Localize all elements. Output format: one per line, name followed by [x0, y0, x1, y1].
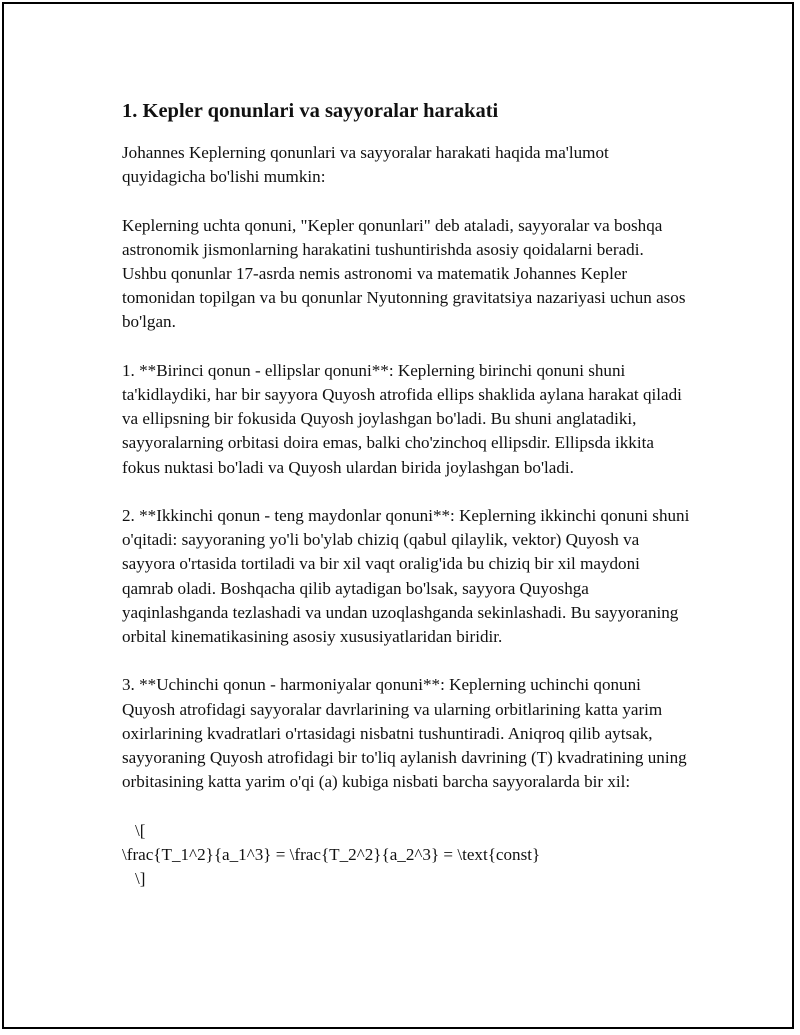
- third-law-paragraph: 3. **Uchinchi qonun - harmoniyalar qonuni**: Keplerning uchinchi qonuni Quyosh atrofidagi sayyoralar davrlarining va ularning orbitlarining katta yarim oxirlarining kvadratlari o'rtasidagi nisbatni tushuntiradi. Aniqroq qilib aytsak, sayyoraning Quyosh atrofidagi bir to'liq aylanish davrining (T) kvadratining uning orbitasining katta yarim o'qi (a) kubiga nisbati barcha sayyoralarda bir xil:: [122, 675, 687, 792]
- second-law-paragraph: 2. **Ikkinchi qonun - teng maydonlar qonuni**: Keplerning ikkinchi qonuni shuni o'qitadi: sayyoraning yo'li bo'ylab chiziq (qabul qilaylik, vektor) Quyosh va sayyora o'rtasida tortiladi va bir xil vaqt oralig'ida bu chiziq bir xil maydoni qamrab oladi. Boshqacha qilib aytadigan bo'lsak, sayyora Quyoshga yaqinlashganda tezlashadi va undan uzoqlashganda sekinlashadi. Bu sayyoraning orbital kinematikasining asosiy xususiyatlaridan biridir.: [122, 506, 690, 647]
- formula-open-bracket: \[: [135, 820, 146, 840]
- intro-paragraph: Johannes Keplerning qonunlari va sayyoralar harakati haqida ma'lumot quyidagicha bo'lishi mumkin:: [122, 143, 609, 187]
- page-frame: [2, 2, 794, 1029]
- kepler-third-law-formula: [122, 819, 702, 892]
- formula-expression: \frac{T_1^2}{a_1^3} = \frac{T_2^2}{a_2^3} = \text{const}: [122, 844, 541, 864]
- section-heading: 1. Kepler qonunlari va sayyoralar harakati: [122, 100, 499, 122]
- formula-close-bracket: \]: [135, 869, 146, 889]
- overview-paragraph: Keplerning uchta qonuni, "Kepler qonunlari" deb ataladi, sayyoralar va boshqa astronomik jismonlarning harakatini tushuntirishda asosiy qoidalarni beradi. Ushbu qonunlar 17-asrda nemis astronomi va matematik Johannes Kepler tomonidan topilgan va bu qonunlar Nyutonning gravitatsiya nazariyasi uchun asos bo'lgan.: [122, 215, 686, 332]
- first-law-paragraph: 1. **Birinci qonun - ellipslar qonuni**: Keplerning birinchi qonuni shuni ta'kidlaydiki, har bir sayyora Quyosh atrofida ellips shaklida aylana harakat qiladi va ellipsning bir fokusida Quyosh joylashgan bo'ladi. Bu shuni anglatadiki, sayyoralarning orbitasi doira emas, balki cho'zinchoq ellipsdir. Ellipsda ikkita fokus nuktasi bo'ladi va Quyosh ulardan birida joylashgan bo'ladi.: [122, 360, 682, 477]
- document-body: [122, 98, 702, 891]
